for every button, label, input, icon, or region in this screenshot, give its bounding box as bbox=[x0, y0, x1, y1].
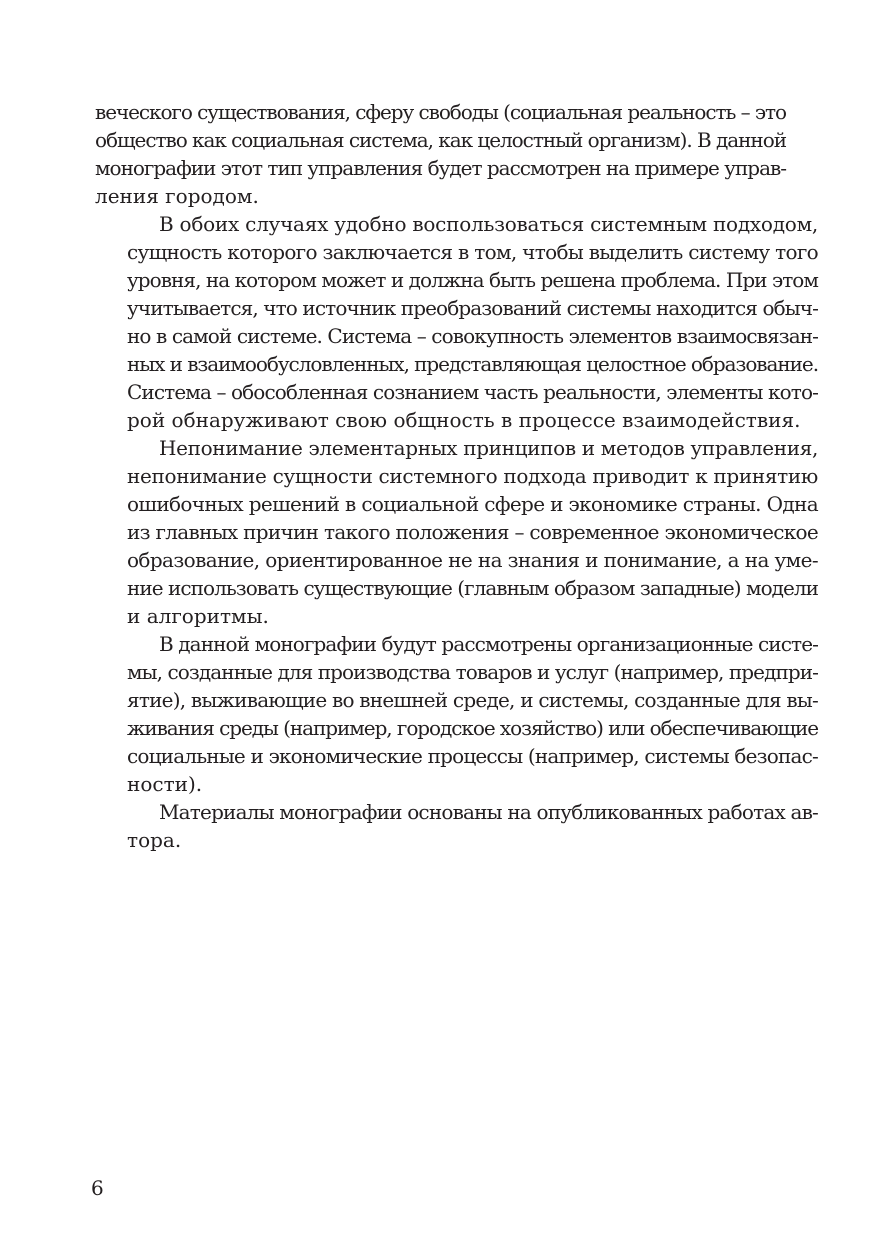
text-line: ятие), выживающие во внешней среде, и системы, созданные для вы- bbox=[127, 688, 818, 712]
text-line: рой обнаруживают свою общность в процессе взаимодействия. bbox=[127, 408, 801, 432]
text-line: из главных причин такого положения – современное экономическое bbox=[127, 520, 818, 544]
paragraph-1 bbox=[95, 98, 786, 210]
text-line: Материалы монографии основаны на опубликованных работах ав- bbox=[159, 800, 818, 824]
text-line: общество как социальная система, как целостный организм). В данной bbox=[95, 128, 786, 152]
text-line: уровня, на котором может и должна быть решена проблема. При этом bbox=[127, 268, 818, 292]
text-line: ние использовать существующие (главным образом западные) модели bbox=[127, 576, 818, 600]
paragraph-5 bbox=[95, 798, 818, 854]
text-line: Непонимание элементарных принципов и методов управления, bbox=[159, 436, 818, 460]
text-line: сущность которого заключается в том, чтобы выделить систему того bbox=[127, 240, 818, 264]
text-line: ности). bbox=[127, 772, 203, 796]
body-text bbox=[95, 98, 818, 854]
text-line: ных и взаимообусловленных, представляющая целостное образование. bbox=[127, 352, 818, 376]
page-number: 6 bbox=[91, 1176, 104, 1200]
text-line: непонимание сущности системного подхода приводит к принятию bbox=[127, 464, 818, 488]
text-line: В данной монографии будут рассмотрены организационные систе- bbox=[159, 632, 818, 656]
text-line: монографии этот тип управления будет рассмотрен на примере управ- bbox=[95, 156, 787, 180]
text-line: образование, ориентированное не на знания и понимание, а на уме- bbox=[127, 548, 818, 572]
paragraph-2 bbox=[95, 210, 818, 434]
text-line: ошибочных решений в социальной сфере и экономике страны. Одна bbox=[127, 492, 818, 516]
text-line: В обоих случаях удобно воспользоваться системным подходом, bbox=[159, 212, 818, 236]
paragraph-3 bbox=[95, 434, 818, 630]
text-line: учитывается, что источник преобразований системы находится обыч- bbox=[127, 296, 818, 320]
text-line: но в самой системе. Система – совокупность элементов взаимосвязан- bbox=[127, 324, 818, 348]
text-line: Система – обособленная сознанием часть реальности, элементы кото- bbox=[127, 380, 818, 404]
text-line: веческого существования, сферу свободы (социальная реальность – это bbox=[95, 100, 786, 124]
text-line: тора. bbox=[127, 828, 182, 852]
paragraph-4 bbox=[95, 630, 818, 798]
text-line: живания среды (например, городское хозяйство) или обеспечивающие bbox=[127, 716, 818, 740]
text-line: ления городом. bbox=[95, 184, 259, 208]
text-line: и алгоритмы. bbox=[127, 604, 269, 628]
text-line: мы, созданные для производства товаров и услуг (например, предпри- bbox=[127, 660, 818, 684]
text-line: социальные и экономические процессы (например, системы безопас- bbox=[127, 744, 818, 768]
